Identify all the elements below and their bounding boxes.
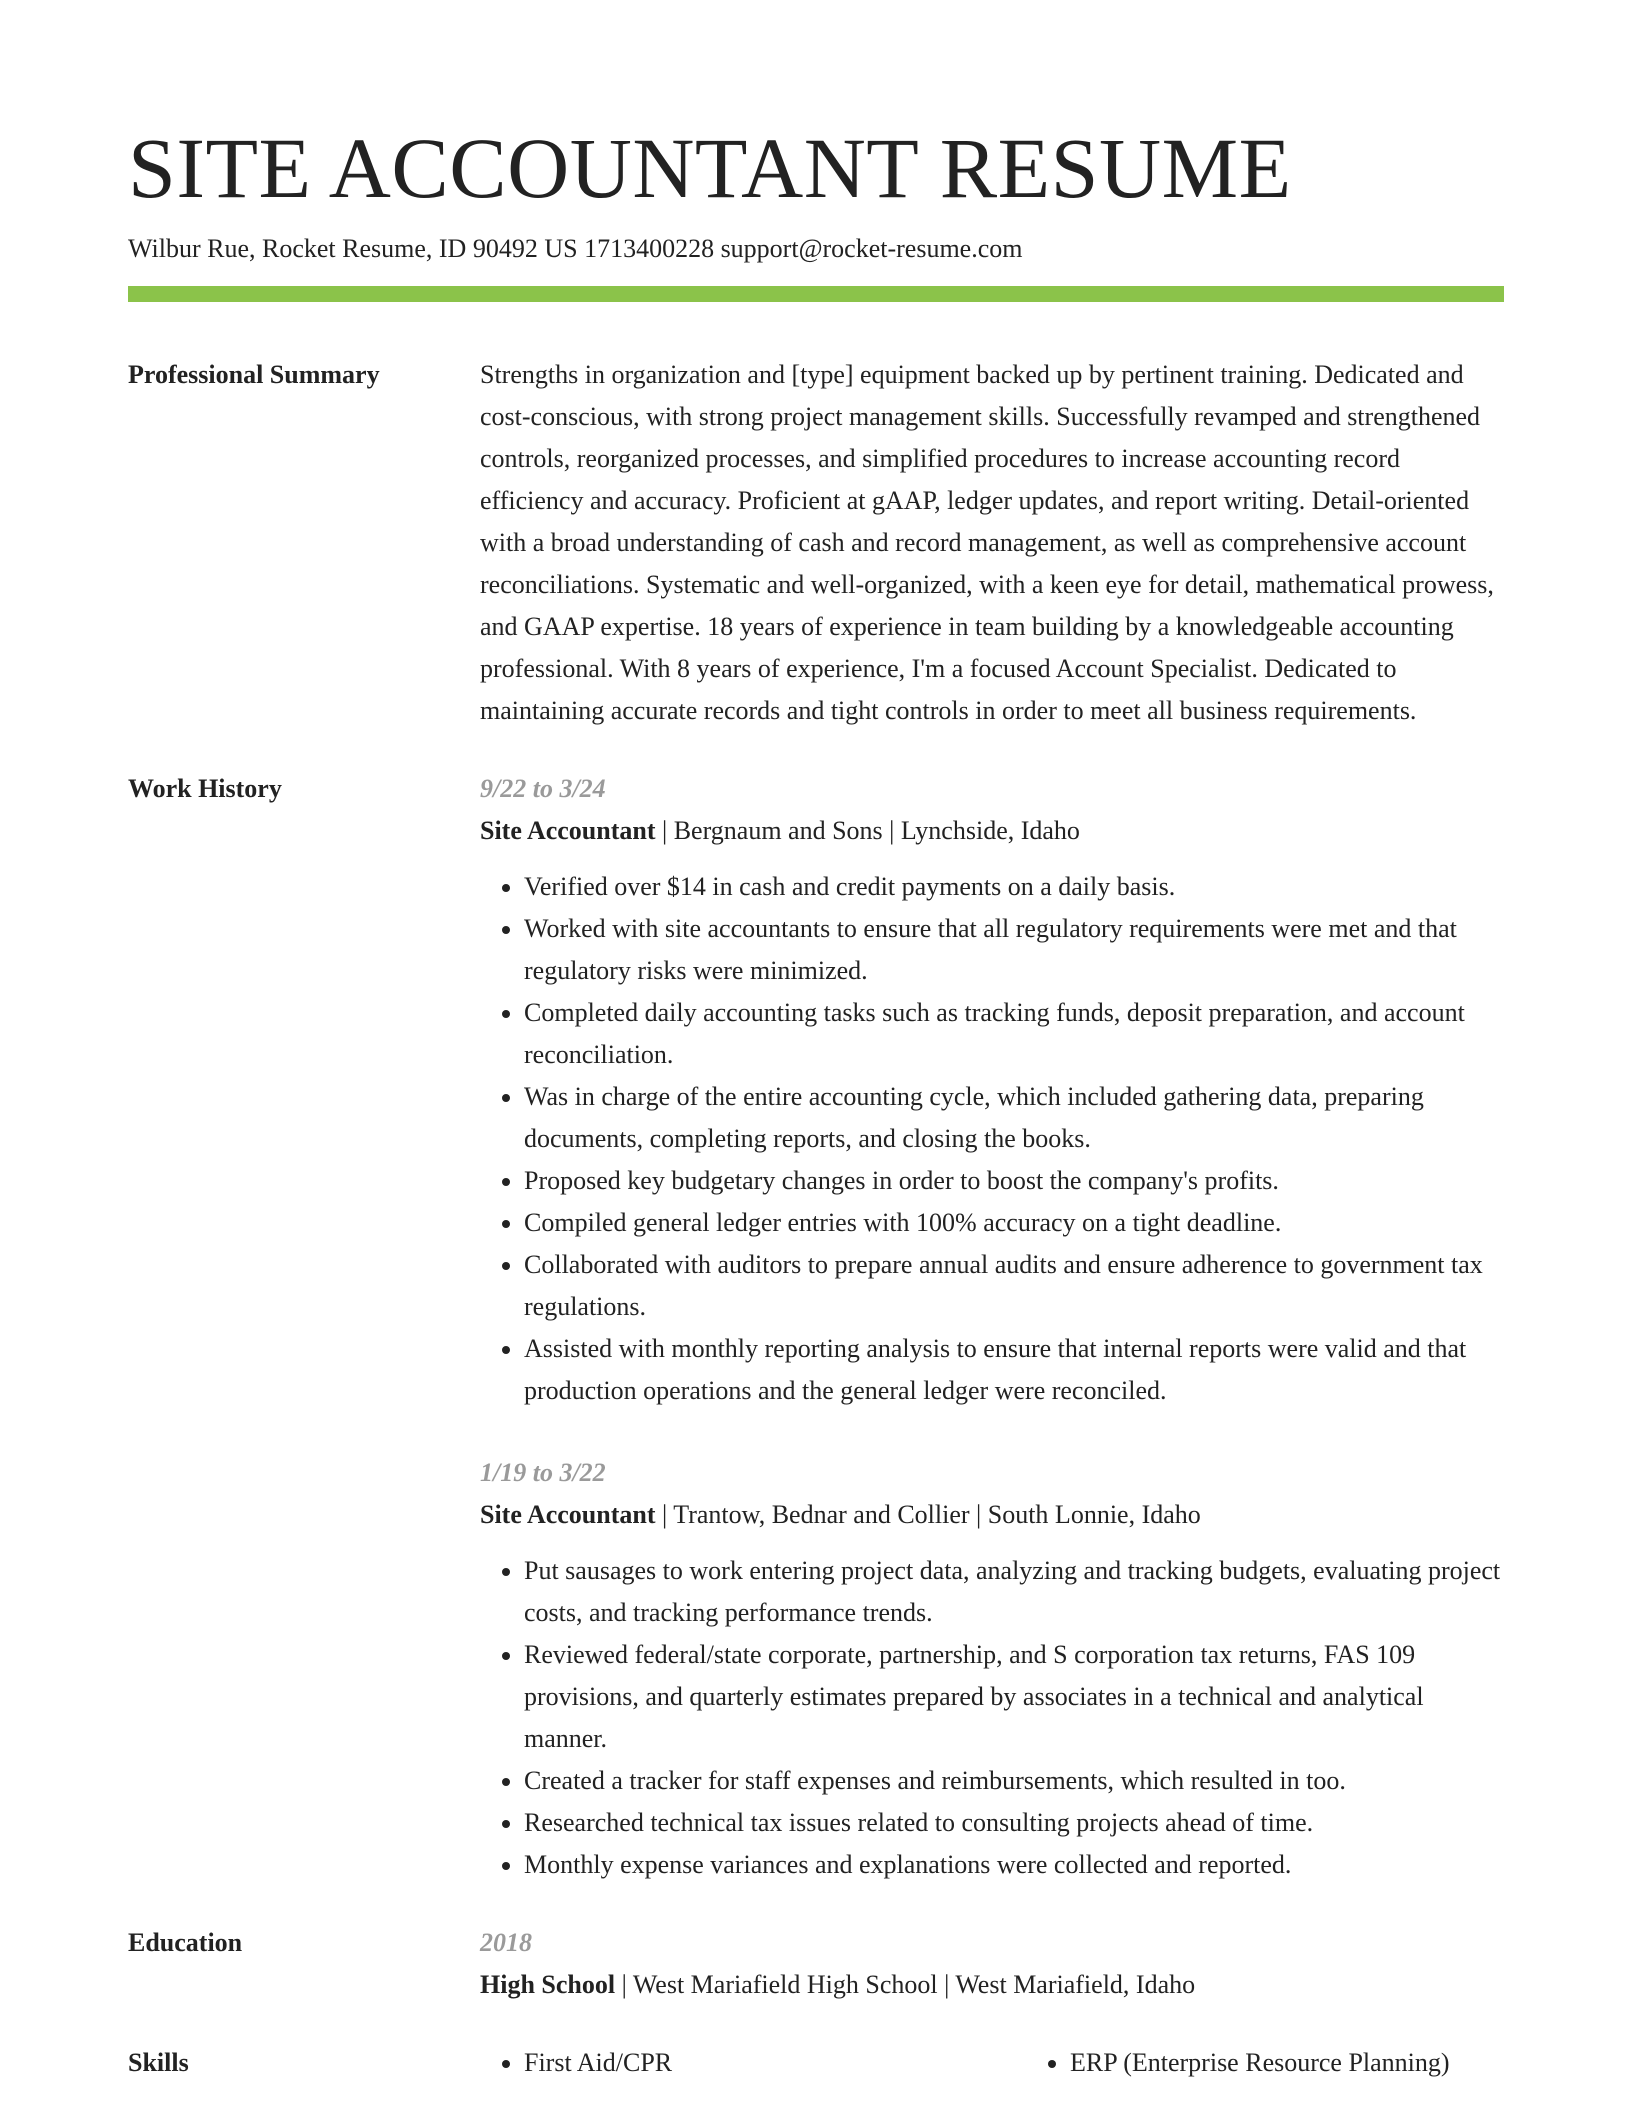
skills-section — [128, 2042, 1504, 2084]
job-bullet: • Reviewed federal/state corporate, partnership, and S corporation tax returns, FAS 109 provisions, and quarterly estimates prepared by associates in a technical and analytical manner. — [524, 1634, 1504, 1760]
skills-content — [480, 2042, 1572, 2084]
section-label-education: Education — [128, 1928, 243, 1957]
accent-rule — [128, 286, 1504, 302]
job-bullet: • Proposed key budgetary changes in order to boost the company's profits. — [524, 1160, 1504, 1202]
section-label-work: Work History — [128, 774, 282, 803]
resume-title: SITE ACCOUNTANT RESUME — [128, 120, 1292, 216]
job-title: Site Accountant — [480, 816, 656, 845]
skill-item: • First Aid/CPR — [524, 2042, 1026, 2084]
summary-text: Strengths in organization and [type] equipment backed up by pertinent training. Dedicated and cost-conscious, with strong project management skills. Successfully revamped and strengthened controls, reorganized processes, and simplified procedures to increase accounting record efficiency and accuracy. Proficient at gAAP, ledger updates, and report writing. Detail-oriented with a broad understanding of cash and record management, as well as comprehensive account reconciliations. Systematic and well-organized, with a keen eye for detail, mathematical prowess, and GAAP expertise. 18 years of experience in team building by a knowledgeable accounting professional. With 8 years of experience, I'm a focused Account Specialist. Dedicated to maintaining accurate records and tight controls in order to meet all business requirements. — [480, 360, 1494, 725]
resume-page — [128, 118, 1504, 2084]
job-details: | Bergnaum and Sons | Lynchside, Idaho — [655, 816, 1080, 845]
education-degree: High School — [480, 1970, 616, 1999]
contact-line: Wilbur Rue, Rocket Resume, ID 90492 US 1713400228 support@rocket-resume.com — [128, 234, 1023, 263]
education-heading — [480, 1964, 1504, 2006]
education-year: 2018 — [480, 1928, 532, 1957]
job-bullet: • Worked with site accountants to ensure that all regulatory requirements were met and that regulatory risks were minimized. — [524, 908, 1504, 992]
job-entry — [480, 1452, 1504, 1886]
section-label-skills: Skills — [128, 2048, 189, 2077]
job-entry — [480, 768, 1504, 1412]
job-bullet: • Researched technical tax issues related to consulting projects ahead of time. — [524, 1802, 1504, 1844]
education-details: | West Mariafield High School | West Mariafield, Idaho — [615, 1970, 1196, 1999]
job-title: Site Accountant — [480, 1500, 656, 1529]
job-bullet: • Created a tracker for staff expenses and reimbursements, which resulted in too. — [524, 1760, 1504, 1802]
job-dates: 9/22 to 3/24 — [480, 774, 606, 803]
job-bullets — [480, 1550, 1504, 1886]
job-bullet: • Put sausages to work entering project data, analyzing and tracking budgets, evaluating project costs, and tracking performance trends. — [524, 1550, 1504, 1634]
job-bullet: • Monthly expense variances and explanations were collected and reported. — [524, 1844, 1504, 1886]
work-history-content — [480, 768, 1504, 1886]
job-bullet: • Collaborated with auditors to prepare annual audits and ensure adherence to government tax regulations. — [524, 1244, 1504, 1328]
skill-item: • ERP (Enterprise Resource Planning) — [1070, 2042, 1572, 2084]
job-bullet: • Assisted with monthly reporting analysis to ensure that internal reports were valid and that production operations and the general ledger were reconciled. — [524, 1328, 1504, 1412]
job-bullets — [480, 866, 1504, 1412]
skills-column — [480, 2042, 1026, 2084]
job-heading — [480, 1494, 1504, 1536]
job-bullet: • Compiled general ledger entries with 100% accuracy on a tight deadline. — [524, 1202, 1504, 1244]
job-bullet: • Was in charge of the entire accounting cycle, which included gathering data, preparing documents, completing reports, and closing the books. — [524, 1076, 1504, 1160]
job-details: | Trantow, Bednar and Collier | South Lonnie, Idaho — [655, 1500, 1201, 1529]
job-bullet: • Verified over $14 in cash and credit payments on a daily basis. — [524, 866, 1504, 908]
summary-section — [128, 354, 1504, 732]
job-bullet: • Completed daily accounting tasks such as tracking funds, deposit preparation, and account reconciliation. — [524, 992, 1504, 1076]
section-label-summary: Professional Summary — [128, 360, 380, 389]
education-section — [128, 1922, 1504, 2006]
work-history-section — [128, 768, 1504, 1886]
skills-column — [1026, 2042, 1572, 2084]
job-dates: 1/19 to 3/22 — [480, 1458, 606, 1487]
education-content — [480, 1922, 1504, 2006]
job-heading — [480, 810, 1504, 852]
